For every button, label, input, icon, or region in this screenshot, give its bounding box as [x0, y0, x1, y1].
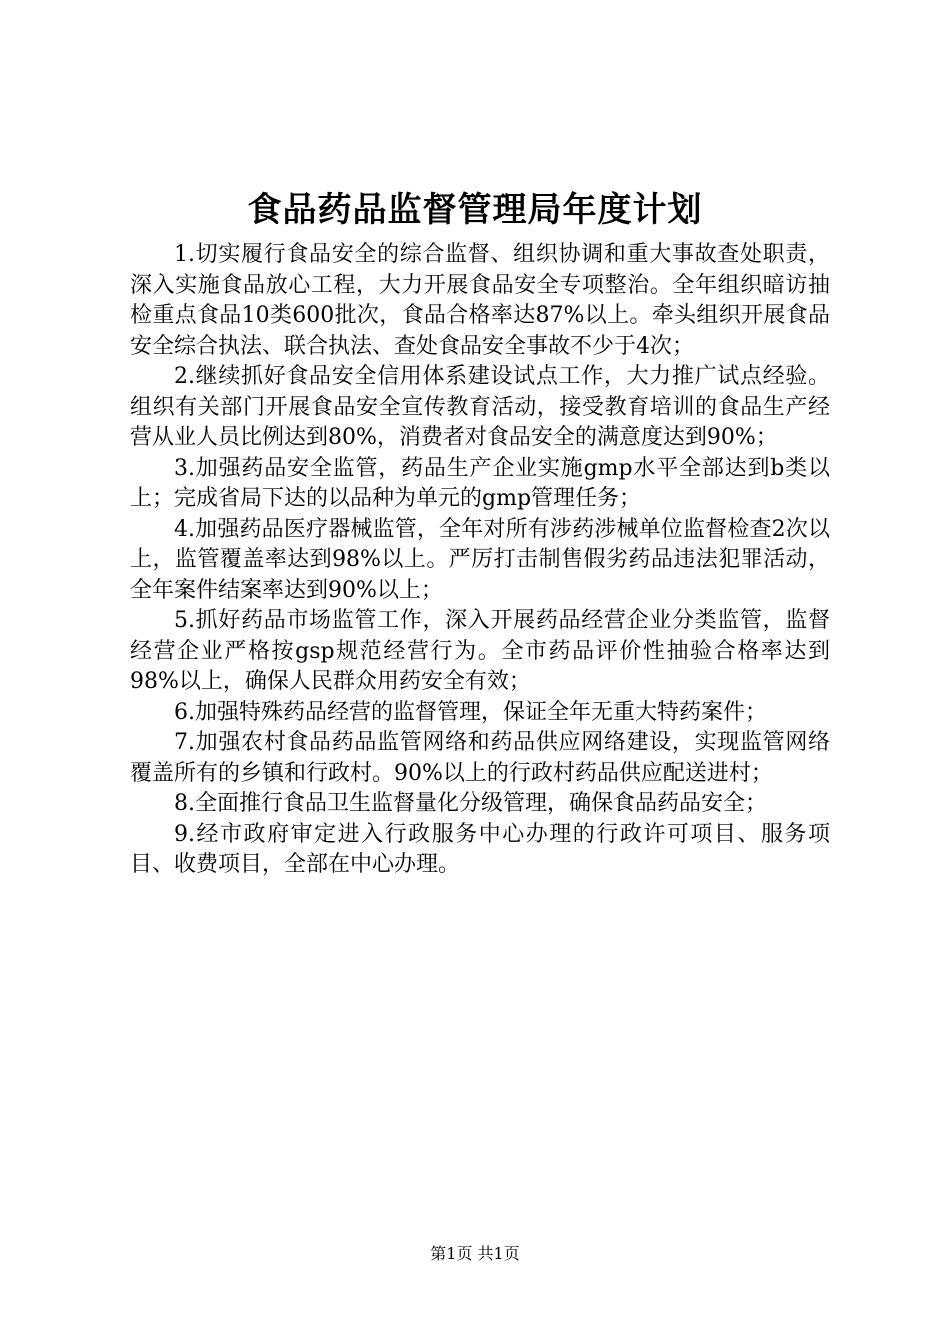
- paragraph-3: 3.加强药品安全监管，药品生产企业实施gmp水平全部达到b类以上；完成省局下达的以品种为单元的gmp管理任务；: [130, 455, 830, 511]
- paragraph-9: 9.经市政府审定进入行政服务中心办理的行政许可项目、服务项目、收费项目，全部在中心办理。: [130, 821, 830, 877]
- paragraph-4: 4.加强药品医疗器械监管，全年对所有涉药涉械单位监督检查2次以上，监管覆盖率达到98%以上。严厉打击制售假劣药品违法犯罪活动，全年案件结案率达到90%以上；: [130, 516, 830, 603]
- paragraph-1: 1.切实履行食品安全的综合监督、组织协调和重大事故查处职责，深入实施食品放心工程，大力开展食品安全专项整治。全年组织暗访抽检重点食品10类600批次，食品合格率达87%以上。牵头组织开展食品安全综合执法、联合执法、查处食品安全事故不少于4次；: [130, 242, 830, 359]
- paragraph-2: 2.继续抓好食品安全信用体系建设试点工作，大力推广试点经验。组织有关部门开展食品安全宣传教育活动，接受教育培训的食品生产经营从业人员比例达到80%，消费者对食品安全的满意度达到90%；: [130, 364, 830, 450]
- paragraph-7: 7.加强农村食品药品监管网络和药品供应网络建设，实现监管网络覆盖所有的乡镇和行政村。90%以上的行政村药品供应配送进村；: [130, 730, 830, 786]
- paragraph-8: 8.全面推行食品卫生监督量化分级管理，确保食品药品安全；: [174, 791, 767, 816]
- document-body: [130, 240, 830, 881]
- document-title: 食品药品监督管理局年度计划: [247, 190, 703, 230]
- page-footer: 第1页 共1页: [430, 1244, 520, 1263]
- paragraph-5: 5.抓好药品市场监管工作，深入开展药品经营企业分类监管，监督经营企业严格按gsp规范经营行为。全市药品评价性抽验合格率达到98%以上，确保人民群众用药安全有效；: [130, 608, 830, 694]
- paragraph-6: 6.加强特殊药品经营的监督管理，保证全年无重大特药案件；: [174, 699, 767, 725]
